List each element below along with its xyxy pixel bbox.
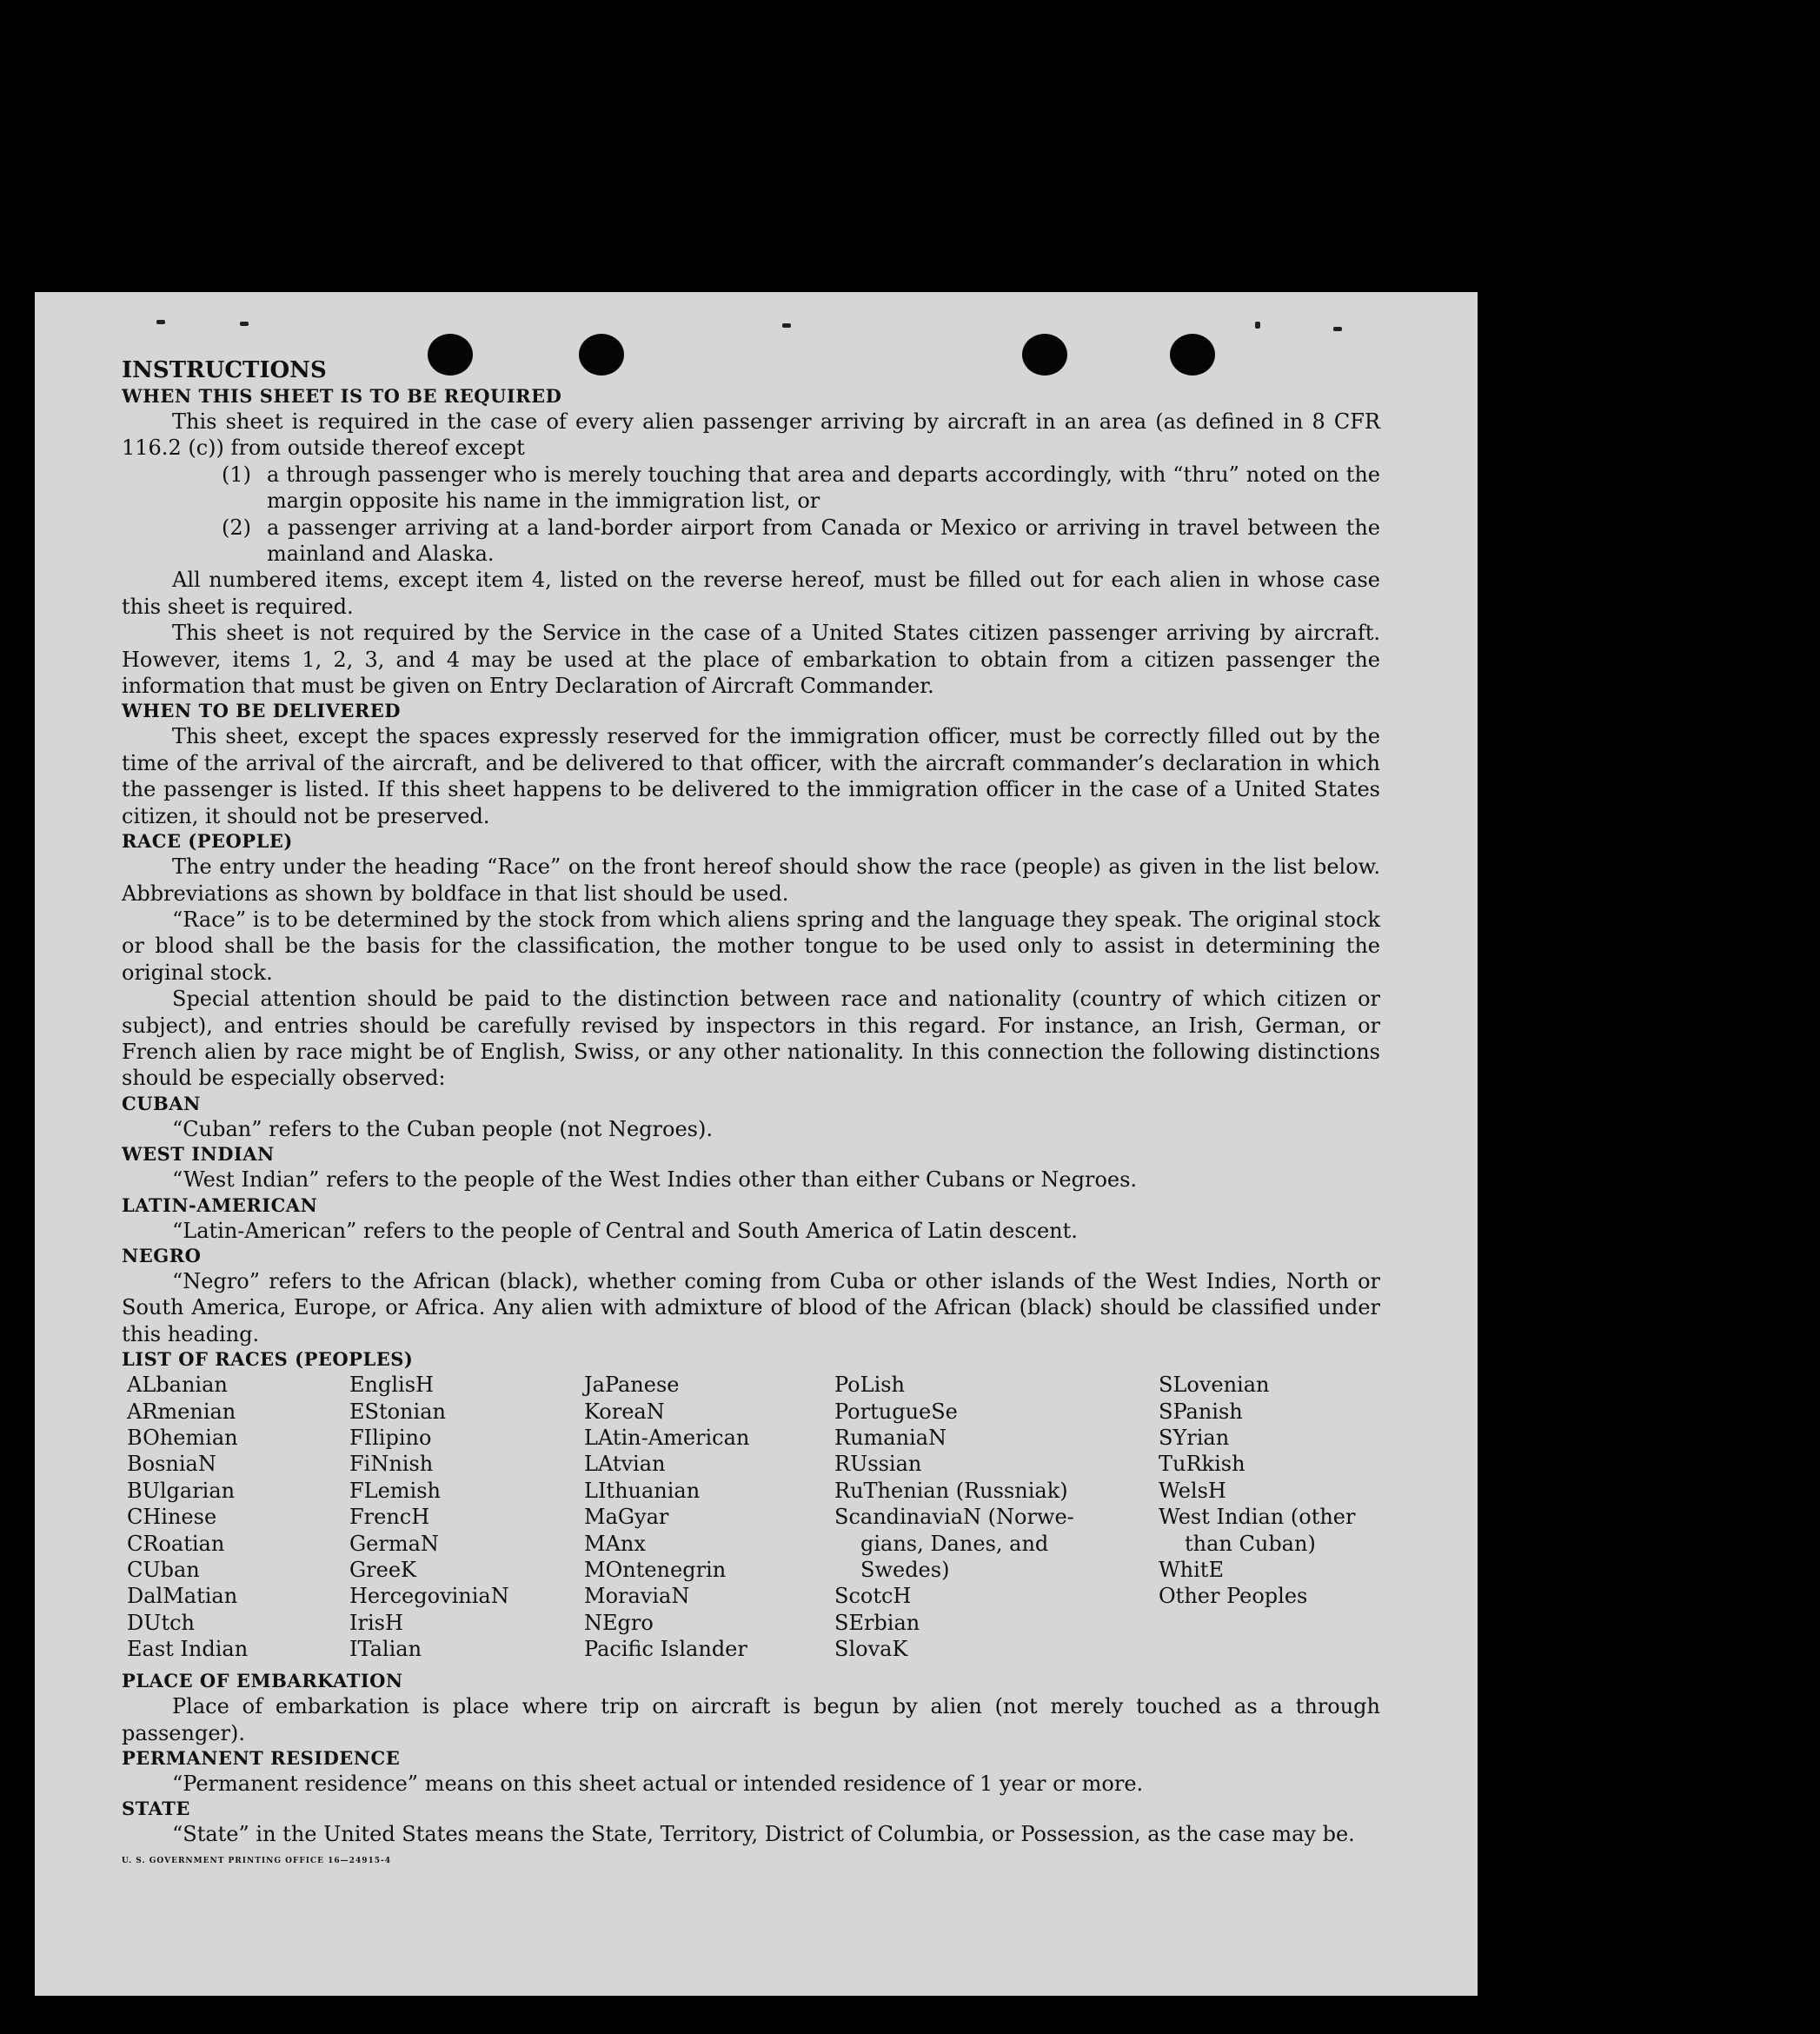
heading-negro: NEGRO xyxy=(122,1244,202,1266)
race-item: DUtch xyxy=(127,1610,196,1635)
race-item: Other Peoples xyxy=(1159,1584,1308,1609)
race-item: GermaN xyxy=(349,1531,439,1556)
race-item: BUlgarian xyxy=(127,1478,236,1503)
race-item: HercegoviniaN xyxy=(349,1584,509,1609)
list-number: (2) xyxy=(222,515,251,540)
race-item: DalMatian xyxy=(127,1584,238,1609)
ink-speck xyxy=(1333,327,1342,331)
race-item: MoraviaN xyxy=(584,1584,690,1609)
race-item: RumaniaN xyxy=(834,1426,947,1450)
race-item: LAtin-American xyxy=(584,1426,750,1450)
race-item: ScotcH xyxy=(834,1584,912,1609)
race-item: gians, Danes, and xyxy=(860,1531,1049,1556)
paragraph: The entry under the heading “Race” on the front hereof should show the race (people) as given in the list below. Abbreviations as shown by boldface in that list should be used. xyxy=(122,854,1380,906)
race-item: IrisH xyxy=(349,1610,403,1635)
paragraph: “Race” is to be determined by the stock from which aliens spring and the language they speak. The original stock or blood shall be the basis for the classification, the mother tongue to be used only to assist in determining the original stock. xyxy=(122,907,1380,985)
race-item: West Indian (other xyxy=(1159,1505,1356,1530)
ink-speck xyxy=(782,323,791,328)
race-item: CUban xyxy=(127,1558,200,1583)
heading-permanent-residence: PERMANENT RESIDENCE xyxy=(122,1747,401,1769)
heading-latin-american: LATIN-AMERICAN xyxy=(122,1193,318,1216)
race-item: TuRkish xyxy=(1159,1452,1245,1477)
races-column-1 xyxy=(127,1372,248,1662)
heading-race: RACE (PEOPLE) xyxy=(122,830,293,853)
race-item: GreeK xyxy=(349,1558,416,1583)
race-item: SLovenian xyxy=(1159,1373,1270,1398)
race-item: EnglisH xyxy=(349,1373,434,1398)
ink-speck xyxy=(156,320,165,324)
race-item: JaPanese xyxy=(584,1373,680,1398)
paragraph: Place of embarkation is place where trip on aircraft is begun by alien (not merely touched as a through passenger). xyxy=(122,1694,1380,1745)
race-item: EStonian xyxy=(349,1399,446,1424)
paragraph: “Cuban” refers to the Cuban people (not Negroes). xyxy=(172,1116,713,1141)
race-item: KoreaN xyxy=(584,1399,665,1424)
list-number: (1) xyxy=(222,462,251,487)
race-item: Pacific Islander xyxy=(584,1637,747,1662)
paragraph: “Permanent residence” means on this sheet actual or intended residence of 1 year or more. xyxy=(172,1771,1144,1796)
race-item: ALbanian xyxy=(127,1373,228,1398)
ink-speck xyxy=(1255,322,1260,329)
race-item: SErbian xyxy=(834,1610,920,1635)
race-item: CHinese xyxy=(127,1505,217,1530)
race-item: LAtvian xyxy=(584,1452,666,1477)
document-sheet xyxy=(35,292,1478,1996)
race-item: CRoatian xyxy=(127,1531,225,1556)
race-item: SlovaK xyxy=(834,1637,908,1662)
race-item: NEgro xyxy=(584,1610,654,1635)
paragraph: “West Indian” refers to the people of the West Indies other than either Cubans or Negroes. xyxy=(172,1167,1138,1193)
race-item: PoLish xyxy=(834,1373,906,1398)
heading-list-of-races: LIST OF RACES (PEOPLES) xyxy=(122,1348,414,1371)
printing-office-footer: U. S. GOVERNMENT PRINTING OFFICE 16—24915-4 xyxy=(122,1856,391,1865)
race-item: MAnx xyxy=(584,1531,646,1556)
races-column-5 xyxy=(1159,1372,1355,1610)
paragraph: “State” in the United States means the State, Territory, District of Columbia, or Possession, as the case may be. xyxy=(172,1822,1355,1847)
heading-place-of-embarkation: PLACE OF EMBARKATION xyxy=(122,1670,403,1692)
race-item: MOntenegrin xyxy=(584,1558,727,1583)
heading-when-delivered: WHEN TO BE DELIVERED xyxy=(122,700,402,722)
race-item: ITalian xyxy=(349,1637,422,1662)
race-item: PortugueSe xyxy=(834,1399,958,1424)
heading-when-required: WHEN THIS SHEET IS TO BE REQUIRED xyxy=(122,385,562,407)
race-item: WhitE xyxy=(1159,1558,1224,1583)
heading-cuban: CUBAN xyxy=(122,1092,201,1114)
race-item: FLemish xyxy=(349,1478,441,1503)
race-item: Swedes) xyxy=(860,1558,950,1583)
race-item: BosniaN xyxy=(127,1452,216,1477)
list-text: a through passenger who is merely touching that area and departs accordingly, with “thru” noted on the margin opposite his name in the immigration list, or xyxy=(267,462,1380,514)
instructions-title: INSTRUCTIONS xyxy=(122,357,327,383)
race-item: FIlipino xyxy=(349,1426,432,1450)
race-item: RuThenian (Russniak) xyxy=(834,1478,1068,1503)
list-item xyxy=(222,515,1380,568)
instructions-text xyxy=(122,356,1380,1874)
race-item: than Cuban) xyxy=(1185,1531,1316,1556)
race-item: WelsH xyxy=(1159,1478,1226,1503)
race-item: ARmenian xyxy=(127,1399,236,1424)
list-item xyxy=(222,462,1380,515)
race-item: FiNnish xyxy=(349,1452,434,1477)
races-column-4 xyxy=(834,1372,1074,1662)
race-item: SYrian xyxy=(1159,1426,1230,1450)
ink-speck xyxy=(240,322,249,326)
paragraph: This sheet is not required by the Service in the case of a United States citizen passenger arriving by aircraft. However, items 1, 2, 3, and 4 may be used at the place of embarkation to obtain from a citizen passenger the information that must be given on Entry Declaration of Aircraft Commander. xyxy=(122,621,1380,699)
paragraph: All numbered items, except item 4, listed on the reverse hereof, must be filled out for each alien in whose case this sheet is required. xyxy=(122,568,1380,619)
list-text: a passenger arriving at a land-border airport from Canada or Mexico or arriving in travel between the mainland and Alaska. xyxy=(267,515,1380,567)
races-column-3 xyxy=(584,1372,749,1662)
paragraph: This sheet is required in the case of every alien passenger arriving by aircraft in an area (as defined in 8 CFR 116.2 (c)) from outside thereof except xyxy=(122,409,1380,461)
race-item: ScandinaviaN (Norwe- xyxy=(834,1505,1074,1530)
paragraph: “Negro” refers to the African (black), whether coming from Cuba or other islands of the West Indies, North or South America, Europe, or Africa. Any alien with admixture of blood of the African (black) should be classified under this heading. xyxy=(122,1268,1380,1346)
races-list xyxy=(122,1372,1380,1669)
race-item: RUssian xyxy=(834,1452,922,1477)
paragraph: “Latin-American” refers to the people of Central and South America of Latin descent. xyxy=(172,1218,1078,1243)
race-item: SPanish xyxy=(1159,1399,1243,1424)
paragraph: Special attention should be paid to the distinction between race and nationality (country of which citizen or subject), and entries should be carefully revised by inspectors in this regard. For instance, an Irish, German, or French alien by race might be of English, Swiss, or any other nationality. In this connection the following distinctions should be especially observed: xyxy=(122,987,1380,1091)
paragraph: This sheet, except the spaces expressly reserved for the immigration officer, must be correctly filled out by the time of the arrival of the aircraft, and be delivered to that officer, with the aircraft commander’s declaration in which the passenger is listed. If this sheet happens to be delivered to the immigration officer in the case of a United States citizen, it should not be preserved. xyxy=(122,724,1380,828)
heading-state: STATE xyxy=(122,1798,190,1820)
race-item: BOhemian xyxy=(127,1426,238,1450)
race-item: FrencH xyxy=(349,1505,430,1530)
races-column-2 xyxy=(349,1372,509,1662)
race-item: East Indian xyxy=(127,1637,249,1662)
heading-west-indian: WEST INDIAN xyxy=(122,1143,275,1166)
race-item: LIthuanian xyxy=(584,1478,701,1503)
race-item: MaGyar xyxy=(584,1505,669,1530)
